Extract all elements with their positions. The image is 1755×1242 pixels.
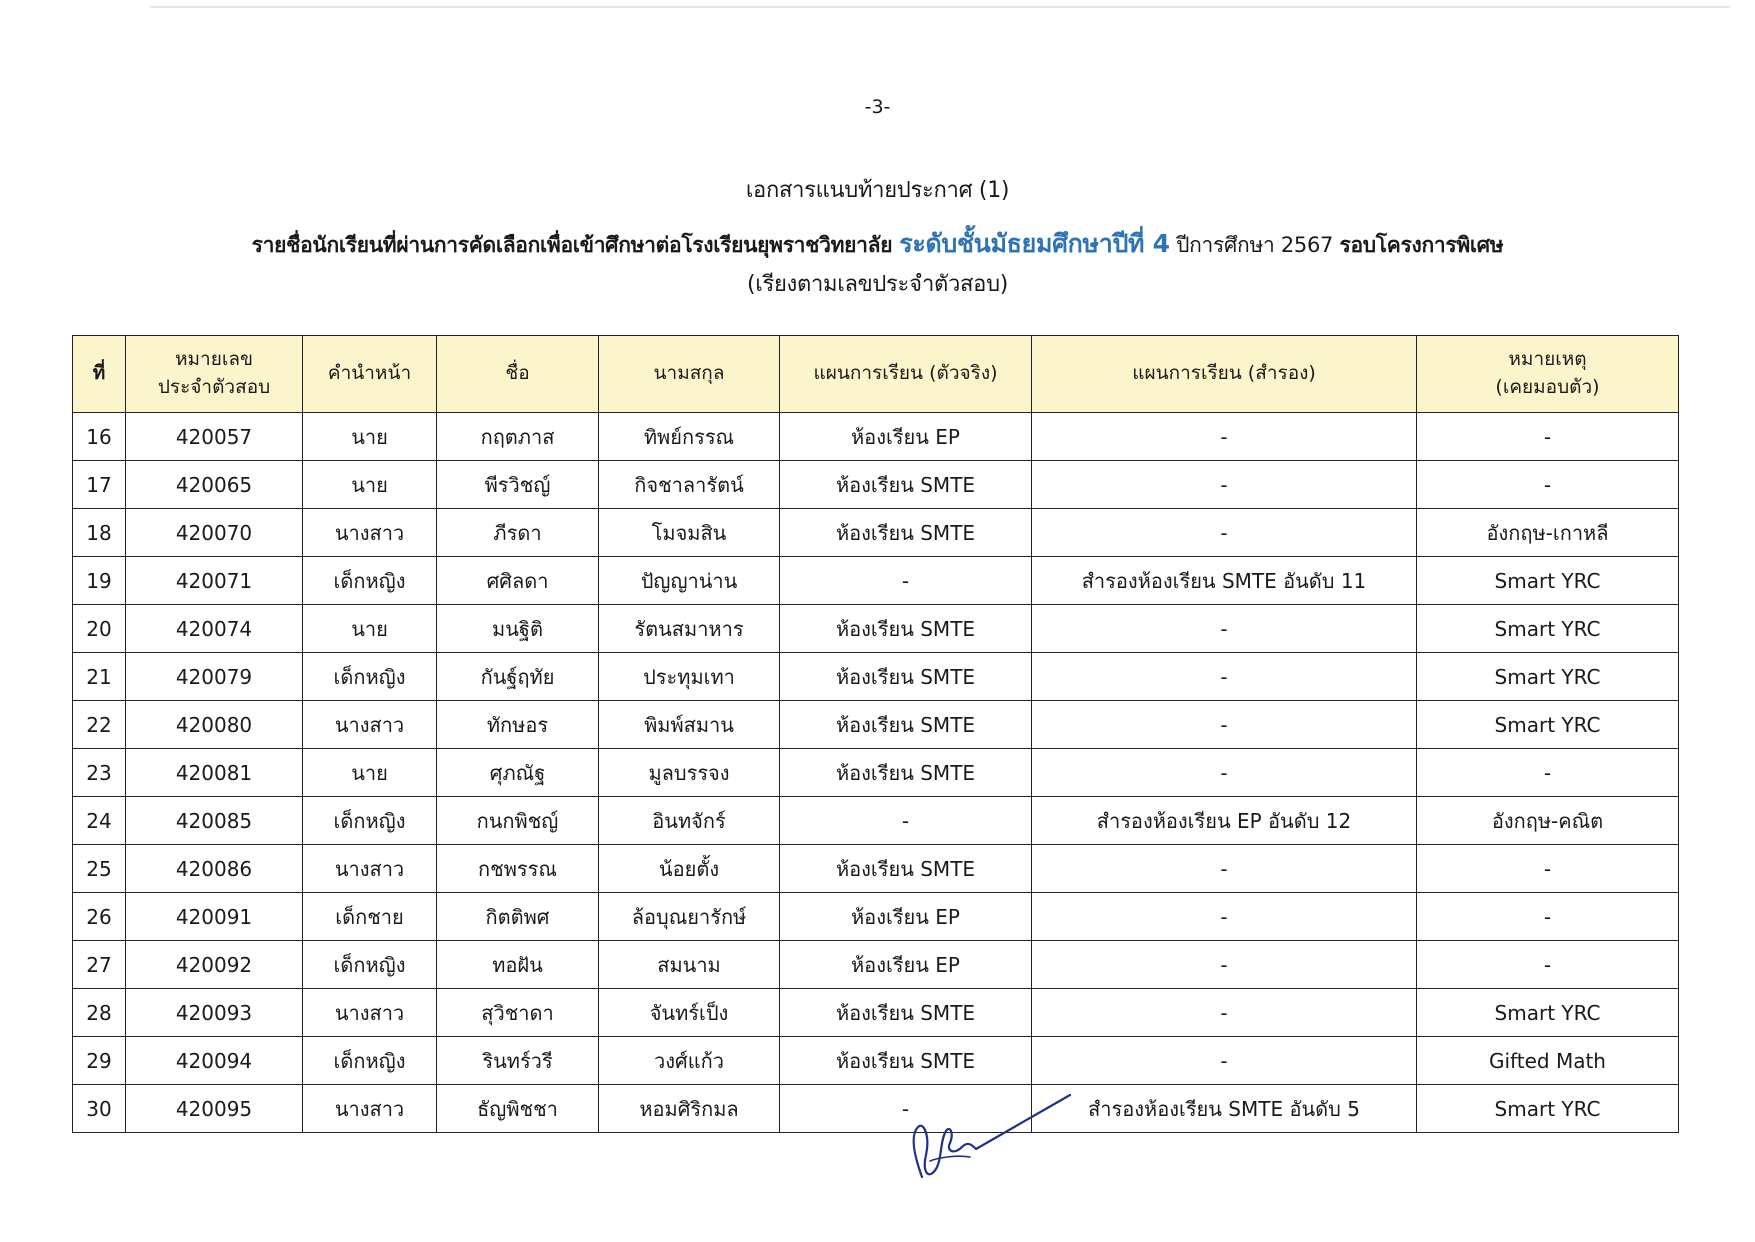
- cell-reserve-plan: -: [1032, 1037, 1417, 1085]
- cell-last-name: ปัญญาน่าน: [599, 557, 780, 605]
- cell-prefix: เด็กหญิง: [303, 797, 437, 845]
- cell-last-name: ล้อบุณยารักษ์: [599, 893, 780, 941]
- cell-remark: อังกฤษ-คณิต: [1417, 797, 1679, 845]
- table-row: [73, 605, 1679, 653]
- header-exam-id: [126, 336, 303, 413]
- table-row: [73, 557, 1679, 605]
- cell-last-name: ทิพย์กรรณ: [599, 413, 780, 461]
- header-exam-id-line1: หมายเลข: [175, 348, 253, 371]
- cell-first-name: พีรวิชญ์: [437, 461, 599, 509]
- table-row: [73, 893, 1679, 941]
- cell-remark: -: [1417, 941, 1679, 989]
- cell-prefix: นาย: [303, 461, 437, 509]
- cell-first-name: รินทร์วรี: [437, 1037, 599, 1085]
- cell-remark: Smart YRC: [1417, 605, 1679, 653]
- cell-exam-id: 420093: [126, 989, 303, 1037]
- cell-seq: 28: [73, 989, 126, 1037]
- cell-reserve-plan: -: [1032, 413, 1417, 461]
- header-remark-line1: หมายเหตุ: [1508, 348, 1587, 371]
- cell-prefix: นางสาว: [303, 845, 437, 893]
- header-first-name: ชื่อ: [437, 336, 599, 413]
- cell-prefix: เด็กหญิง: [303, 1037, 437, 1085]
- header-last-name: นามสกุล: [599, 336, 780, 413]
- cell-reserve-plan: -: [1032, 701, 1417, 749]
- cell-prefix: เด็กชาย: [303, 893, 437, 941]
- table-row: [73, 749, 1679, 797]
- cell-exam-id: 420091: [126, 893, 303, 941]
- table-row: [73, 989, 1679, 1037]
- table-row: [73, 1085, 1679, 1133]
- cell-primary-plan: ห้องเรียน EP: [780, 893, 1032, 941]
- cell-prefix: เด็กหญิง: [303, 653, 437, 701]
- cell-prefix: นาย: [303, 605, 437, 653]
- cell-primary-plan: ห้องเรียน SMTE: [780, 605, 1032, 653]
- page-number: -3-: [864, 96, 891, 118]
- cell-first-name: ทักษอร: [437, 701, 599, 749]
- cell-exam-id: 420094: [126, 1037, 303, 1085]
- cell-remark: Smart YRC: [1417, 1085, 1679, 1133]
- cell-reserve-plan: -: [1032, 749, 1417, 797]
- cell-exam-id: 420092: [126, 941, 303, 989]
- document-title: เอกสารแนบท้ายประกาศ (1): [745, 178, 1010, 203]
- cell-reserve-plan: -: [1032, 509, 1417, 557]
- cell-reserve-plan: -: [1032, 941, 1417, 989]
- cell-first-name: สุวิชาดา: [437, 989, 599, 1037]
- cell-seq: 29: [73, 1037, 126, 1085]
- cell-remark: อังกฤษ-เกาหลี: [1417, 509, 1679, 557]
- cell-primary-plan: ห้องเรียน SMTE: [780, 701, 1032, 749]
- cell-seq: 27: [73, 941, 126, 989]
- cell-last-name: จันทร์เป็ง: [599, 989, 780, 1037]
- header-seq: ที่: [73, 336, 126, 413]
- cell-prefix: เด็กหญิง: [303, 557, 437, 605]
- cell-exam-id: 420074: [126, 605, 303, 653]
- cell-primary-plan: -: [780, 557, 1032, 605]
- cell-prefix: นางสาว: [303, 989, 437, 1037]
- student-roster-table: [72, 335, 1679, 1133]
- cell-prefix: นาย: [303, 413, 437, 461]
- cell-remark: Gifted Math: [1417, 1037, 1679, 1085]
- cell-seq: 21: [73, 653, 126, 701]
- table-row: [73, 461, 1679, 509]
- cell-first-name: ศุภณัฐ: [437, 749, 599, 797]
- cell-seq: 18: [73, 509, 126, 557]
- cell-reserve-plan: สำรองห้องเรียน SMTE อันดับ 5: [1032, 1085, 1417, 1133]
- cell-prefix: นางสาว: [303, 509, 437, 557]
- cell-seq: 19: [73, 557, 126, 605]
- table-row: [73, 1037, 1679, 1085]
- cell-remark: Smart YRC: [1417, 989, 1679, 1037]
- cell-exam-id: 420081: [126, 749, 303, 797]
- cell-seq: 26: [73, 893, 126, 941]
- cell-seq: 23: [73, 749, 126, 797]
- cell-exam-id: 420080: [126, 701, 303, 749]
- cell-primary-plan: -: [780, 797, 1032, 845]
- table-row: [73, 941, 1679, 989]
- cell-prefix: เด็กหญิง: [303, 941, 437, 989]
- cell-reserve-plan: สำรองห้องเรียน SMTE อันดับ 11: [1032, 557, 1417, 605]
- table-row: [73, 845, 1679, 893]
- subtitle-prefix: รายชื่อนักเรียนที่ผ่านการคัดเลือกเพื่อเข้าศึกษาต่อโรงเรียนยุพราชวิทยาลัย: [251, 233, 900, 257]
- cell-last-name: สมนาม: [599, 941, 780, 989]
- cell-first-name: ศศิลดา: [437, 557, 599, 605]
- cell-remark: Smart YRC: [1417, 701, 1679, 749]
- cell-primary-plan: -: [780, 1085, 1032, 1133]
- cell-last-name: ประทุมเทา: [599, 653, 780, 701]
- cell-last-name: รัตนสมาหาร: [599, 605, 780, 653]
- cell-last-name: อินทจักร์: [599, 797, 780, 845]
- cell-reserve-plan: -: [1032, 461, 1417, 509]
- cell-primary-plan: ห้องเรียน SMTE: [780, 653, 1032, 701]
- cell-last-name: หอมศิริกมล: [599, 1085, 780, 1133]
- handwritten-signature: [900, 1085, 1090, 1195]
- cell-reserve-plan: -: [1032, 989, 1417, 1037]
- top-edge-rule: [150, 6, 1730, 8]
- cell-remark: -: [1417, 749, 1679, 797]
- cell-reserve-plan: -: [1032, 653, 1417, 701]
- cell-reserve-plan: -: [1032, 893, 1417, 941]
- cell-first-name: กันฐ์ฤทัย: [437, 653, 599, 701]
- cell-remark: -: [1417, 413, 1679, 461]
- cell-last-name: มูลบรรจง: [599, 749, 780, 797]
- cell-last-name: กิจชาลารัตน์: [599, 461, 780, 509]
- cell-seq: 16: [73, 413, 126, 461]
- header-reserve-plan: แผนการเรียน (สำรอง): [1032, 336, 1417, 413]
- cell-remark: -: [1417, 461, 1679, 509]
- cell-primary-plan: ห้องเรียน SMTE: [780, 461, 1032, 509]
- cell-exam-id: 420071: [126, 557, 303, 605]
- table-row: [73, 509, 1679, 557]
- header-remark-line2: (เคยมอบตัว): [1495, 376, 1600, 398]
- cell-remark: Smart YRC: [1417, 653, 1679, 701]
- subtitle-grade-level: ระดับชั้นมัธยมศึกษาปีที่ 4: [899, 229, 1170, 258]
- cell-primary-plan: ห้องเรียน SMTE: [780, 845, 1032, 893]
- cell-exam-id: 420079: [126, 653, 303, 701]
- cell-reserve-plan: สำรองห้องเรียน EP อันดับ 12: [1032, 797, 1417, 845]
- cell-prefix: นางสาว: [303, 701, 437, 749]
- cell-first-name: กิตติพศ: [437, 893, 599, 941]
- subtitle-academic-year: ปีการศึกษา 2567: [1169, 233, 1340, 257]
- header-remark: [1417, 336, 1679, 413]
- cell-reserve-plan: -: [1032, 845, 1417, 893]
- cell-seq: 24: [73, 797, 126, 845]
- document-subtitle: [0, 224, 1755, 264]
- cell-first-name: กชพรรณ: [437, 845, 599, 893]
- cell-exam-id: 420057: [126, 413, 303, 461]
- cell-first-name: ธัญพิชชา: [437, 1085, 599, 1133]
- table-row: [73, 797, 1679, 845]
- cell-last-name: โมจมสิน: [599, 509, 780, 557]
- cell-primary-plan: ห้องเรียน SMTE: [780, 989, 1032, 1037]
- cell-first-name: ทอฝัน: [437, 941, 599, 989]
- cell-primary-plan: ห้องเรียน EP: [780, 413, 1032, 461]
- cell-primary-plan: ห้องเรียน EP: [780, 941, 1032, 989]
- subtitle-round: รอบโครงการพิเศษ: [1339, 233, 1504, 257]
- cell-seq: 30: [73, 1085, 126, 1133]
- cell-exam-id: 420086: [126, 845, 303, 893]
- cell-seq: 25: [73, 845, 126, 893]
- cell-exam-id: 420065: [126, 461, 303, 509]
- cell-seq: 22: [73, 701, 126, 749]
- cell-first-name: ภีรดา: [437, 509, 599, 557]
- header-exam-id-line2: ประจำตัวสอบ: [157, 376, 271, 398]
- cell-exam-id: 420070: [126, 509, 303, 557]
- cell-primary-plan: ห้องเรียน SMTE: [780, 1037, 1032, 1085]
- header-primary-plan: แผนการเรียน (ตัวจริง): [780, 336, 1032, 413]
- cell-seq: 17: [73, 461, 126, 509]
- cell-prefix: นาย: [303, 749, 437, 797]
- table-body: [73, 413, 1679, 1133]
- table-row: [73, 653, 1679, 701]
- cell-exam-id: 420085: [126, 797, 303, 845]
- cell-first-name: กนกพิชญ์: [437, 797, 599, 845]
- cell-reserve-plan: -: [1032, 605, 1417, 653]
- cell-primary-plan: ห้องเรียน SMTE: [780, 509, 1032, 557]
- cell-remark: -: [1417, 893, 1679, 941]
- cell-last-name: วงศ์แก้ว: [599, 1037, 780, 1085]
- cell-first-name: มนฐิติ: [437, 605, 599, 653]
- table-header: [73, 336, 1679, 413]
- cell-seq: 20: [73, 605, 126, 653]
- cell-last-name: น้อยตั้ง: [599, 845, 780, 893]
- cell-remark: Smart YRC: [1417, 557, 1679, 605]
- table-row: [73, 701, 1679, 749]
- cell-remark: -: [1417, 845, 1679, 893]
- cell-last-name: พิมพ์สมาน: [599, 701, 780, 749]
- cell-prefix: นางสาว: [303, 1085, 437, 1133]
- cell-first-name: กฤตภาส: [437, 413, 599, 461]
- header-row: [73, 336, 1679, 413]
- table-row: [73, 413, 1679, 461]
- cell-exam-id: 420095: [126, 1085, 303, 1133]
- cell-primary-plan: ห้องเรียน SMTE: [780, 749, 1032, 797]
- sort-note: (เรียงตามเลขประจำตัวสอบ): [746, 272, 1009, 297]
- header-prefix: คำนำหน้า: [303, 336, 437, 413]
